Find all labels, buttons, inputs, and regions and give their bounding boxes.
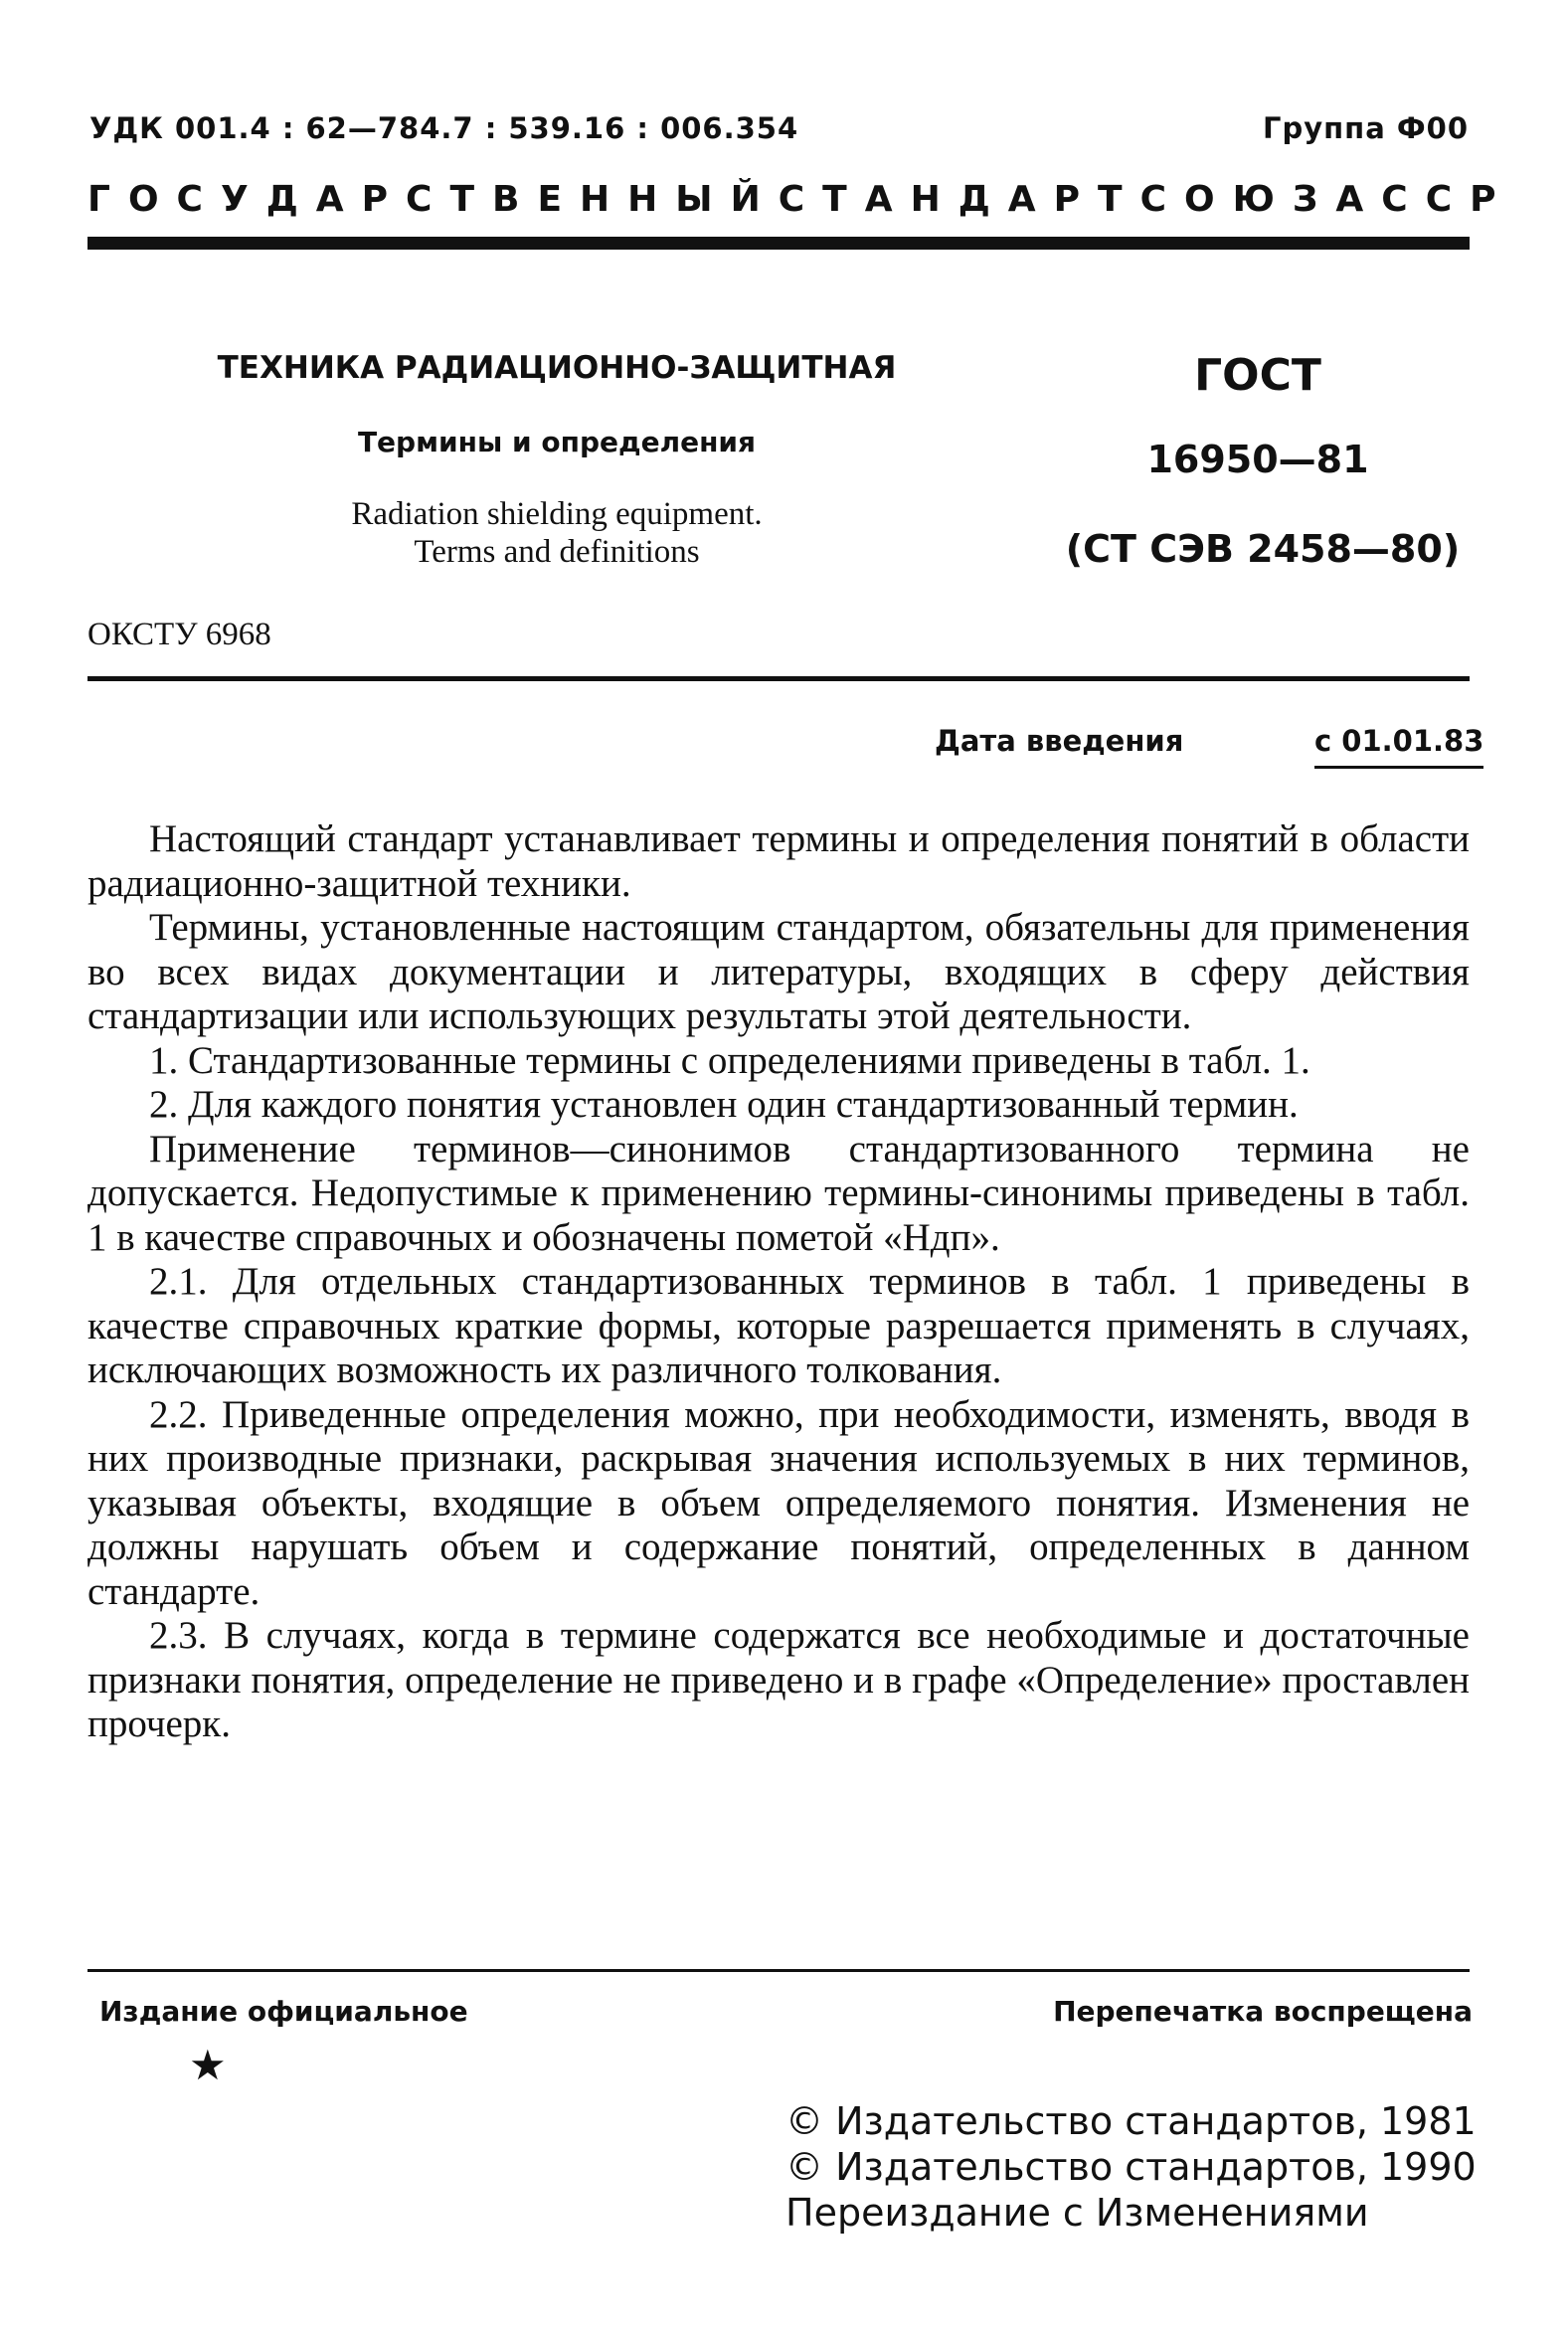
body-paragraph: 2.2. Приведенные определения можно, при необходимости, изменять, вводя в них производные признаки, раскрывая значения используемых в них терминов, указывая объекты, входящие в объем определяемого понятия. Изменения не должны нарушать объем и содержание понятий, определенных в данном стандарте. <box>87 1392 1470 1613</box>
star-icon: ★ <box>189 2044 227 2089</box>
body-paragraph: 2.1. Для отдельных стандартизованных терминов в табл. 1 приведены в качестве справочных краткие формы, которые разрешается применять в случаях, исключающих возможность их различного толкования. <box>87 1260 1470 1391</box>
footer-divider <box>87 1969 1470 1972</box>
reprint-prohibited-note: Перепечатка воспрещена <box>1053 1995 1473 2028</box>
body-paragraph: Настоящий стандарт устанавливает термины и определения понятий в области радиационно-защитной техники. <box>87 817 1470 905</box>
banner-word: ССР <box>1381 179 1514 220</box>
sev-reference: (СТ СЭВ 2458—80) <box>1065 527 1461 571</box>
copyright-1981: © Издательство стандартов, 1981 <box>785 2099 1477 2143</box>
banner-word: СОЮЗА <box>1139 179 1382 220</box>
body-paragraph: 2. Для каждого понятия установлен один стандартизованный термин. <box>149 1083 1299 1126</box>
copyright-1990: © Издательство стандартов, 1990 <box>785 2145 1477 2189</box>
banner-word: СТАНДАРТ <box>778 179 1140 220</box>
state-standard-banner <box>87 179 1514 220</box>
reissue-note: Переиздание с Изменениями <box>785 2191 1369 2235</box>
introduction-date-label: Дата введения <box>935 724 1184 758</box>
gost-label: ГОСТ <box>1194 350 1321 401</box>
english-title-line-2: Terms and definitions <box>414 534 700 570</box>
introduction-date-value: с 01.01.83 <box>1314 724 1483 769</box>
gost-number: 16950—81 <box>1146 438 1369 481</box>
body-paragraph: 1. Стандартизованные термины с определениями приведены в табл. 1. <box>149 1038 1310 1082</box>
title-divider <box>87 676 1470 681</box>
header-divider <box>87 237 1470 250</box>
body-paragraph: Применение терминов—синонимов стандартизованного термина не допускается. Недопустимые к применению термины-синонимы приведены в табл. 1 в качестве справочных и обозначены пометой «Ндп». <box>87 1127 1470 1259</box>
group-code: Группа Ф00 <box>1263 111 1469 145</box>
english-title-line-1: Radiation shielding equipment. <box>351 496 763 532</box>
banner-word: ГОСУДАРСТВЕННЫЙ <box>87 179 779 220</box>
body-paragraph: Термины, установленные настоящим стандартом, обязательны для применения во всех видах документации и литературы, входящих в сферу действия стандартизации или использующих результаты этой деятельности. <box>87 906 1470 1037</box>
udk-code: УДК 001.4 : 62—784.7 : 539.16 : 006.354 <box>89 111 799 145</box>
publisher-block <box>785 2098 1477 2236</box>
okstu-code: ОКСТУ 6968 <box>87 617 271 652</box>
body-text <box>87 817 1470 1747</box>
body-paragraph: 2.3. В случаях, когда в термине содержатся все необходимые и достаточные признаки понятия, определение не приведено и в графе «Определение» проставлен прочерк. <box>87 1614 1470 1745</box>
official-edition-note: Издание официальное <box>99 1995 468 2028</box>
document-subtitle: Термины и определения <box>357 426 757 458</box>
english-title <box>259 495 855 571</box>
document-title: ТЕХНИКА РАДИАЦИОННО-ЗАЩИТНАЯ <box>217 350 897 386</box>
